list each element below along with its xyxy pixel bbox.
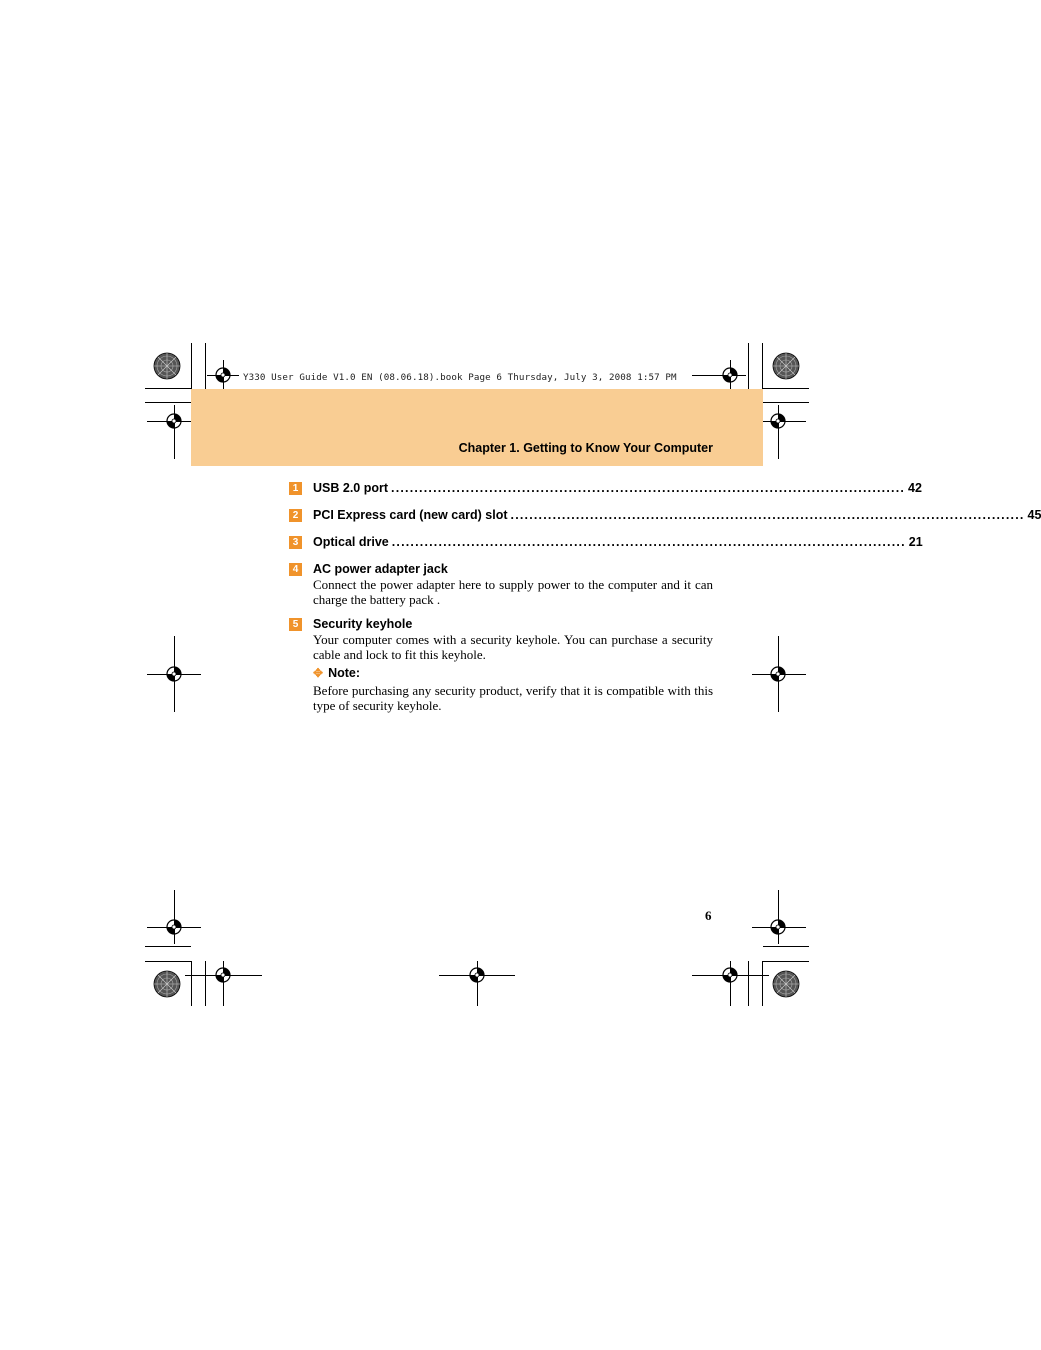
item-number-badge: 3 (289, 536, 302, 549)
item-heading: AC power adapter jack (313, 562, 448, 576)
target-mark (216, 968, 230, 982)
item-number-badge: 1 (289, 482, 302, 495)
item-description: Your computer comes with a security keyhole. You can purchase a security cable and lock to fit this keyhole. (313, 632, 713, 662)
toc-entry[interactable] (313, 535, 923, 549)
target-mark (216, 368, 230, 382)
dot-leader: .............................................................................................................. (391, 481, 906, 495)
note-label: Note: (328, 666, 361, 680)
print-slug: Y330 User Guide V1.0 EN (08.06.18).book Page 6 Thursday, July 3, 2008 1:57 PM (243, 372, 677, 383)
target-mark (723, 968, 737, 982)
item-description: Connect the power adapter here to supply power to the computer and it can charge the battery pack . (313, 577, 713, 607)
toc-entry-label: Optical drive (313, 535, 389, 549)
toc-page-number: 21 (908, 535, 923, 549)
toc-entry[interactable] (313, 508, 1041, 522)
target-mark (167, 667, 181, 681)
note-text: Before purchasing any security product, verify that it is compatible with this type of security keyhole. (313, 683, 713, 713)
starburst-mark (773, 971, 799, 997)
item-number-badge: 2 (289, 509, 302, 522)
target-mark (771, 414, 785, 428)
toc-page-number: 45 (1027, 508, 1041, 522)
diamond-bullet-icon: ✥ (313, 666, 324, 680)
toc-entry-label: USB 2.0 port (313, 481, 389, 495)
toc-entry[interactable] (313, 481, 922, 495)
target-mark (771, 920, 785, 934)
note-heading (313, 666, 360, 680)
page-number: 6 (705, 908, 712, 923)
starburst-mark (773, 353, 799, 379)
chapter-header (191, 389, 763, 466)
target-mark (771, 667, 785, 681)
target-mark (167, 920, 181, 934)
item-number-badge: 4 (289, 563, 302, 576)
starburst-mark (154, 353, 180, 379)
item-number-badge: 5 (289, 618, 302, 631)
chapter-title: Chapter 1. Getting to Know Your Computer (458, 441, 713, 455)
toc-page-number: 42 (908, 481, 922, 495)
toc-entry-label: PCI Express card (new card) slot (313, 508, 508, 522)
target-mark (167, 414, 181, 428)
dot-leader: .............................................................................................................. (510, 508, 1025, 522)
dot-leader: .............................................................................................................. (391, 535, 906, 549)
target-mark (470, 968, 484, 982)
item-heading: Security keyhole (313, 617, 413, 631)
target-mark (723, 368, 737, 382)
starburst-mark (154, 971, 180, 997)
